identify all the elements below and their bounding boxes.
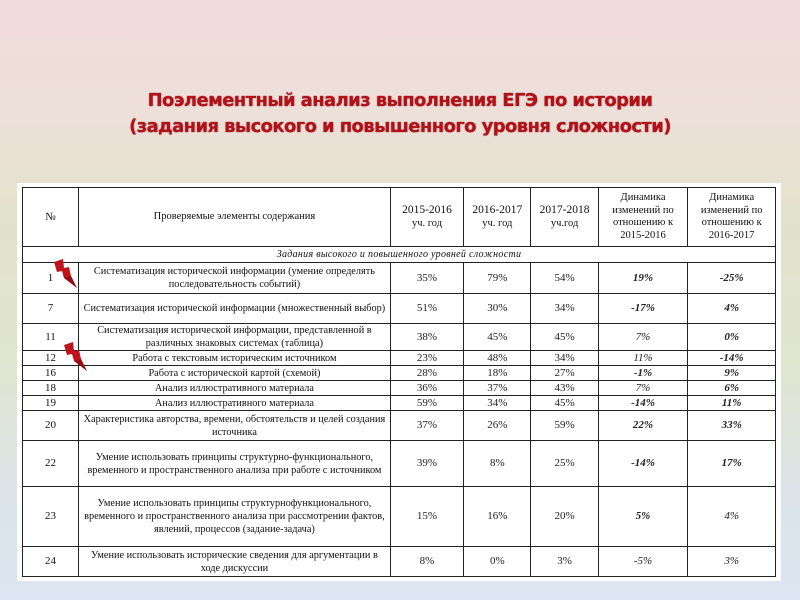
task-number: 12 <box>23 351 79 366</box>
slide-title-line-2: (задания высокого и повышенного уровня сложности) <box>129 116 671 137</box>
value-2015-2016: 23% <box>390 351 463 366</box>
value-2016-2017: 30% <box>464 294 531 324</box>
value-2016-2017: 34% <box>464 396 531 411</box>
dynamics-vs-2015-2016: -1% <box>598 366 688 381</box>
value-2017-2018: 34% <box>531 294 598 324</box>
dynamics-vs-2015-2016: -14% <box>598 441 688 487</box>
value-2015-2016: 59% <box>390 396 463 411</box>
dynamics-vs-2016-2017: 6% <box>688 381 776 396</box>
task-element: Работа с исторической картой (схемой) <box>79 366 391 381</box>
dynamics-vs-2016-2017: 4% <box>688 487 776 547</box>
value-2017-2018: 34% <box>531 351 598 366</box>
value-2016-2017: 16% <box>464 487 531 547</box>
header-2015-2016-line1: 2015-2016 <box>402 204 452 216</box>
header-2017-2018 <box>531 188 598 247</box>
table-row <box>23 381 776 396</box>
value-2015-2016: 28% <box>390 366 463 381</box>
table-row <box>23 441 776 487</box>
task-element: Характеристика авторства, времени, обстоятельств и целей создания источника <box>79 411 391 441</box>
value-2015-2016: 39% <box>390 441 463 487</box>
dynamics-vs-2015-2016: 7% <box>598 381 688 396</box>
task-element: Анализ иллюстративного материала <box>79 396 391 411</box>
lightning-bolt-icon <box>52 259 78 289</box>
task-element: Систематизация исторической информации (множественный выбор) <box>79 294 391 324</box>
header-2017-2018-line2: уч.год <box>550 218 579 229</box>
header-2015-2016 <box>390 188 463 247</box>
results-table-frame <box>17 183 781 581</box>
value-2016-2017: 0% <box>464 547 531 577</box>
dynamics-vs-2016-2017: 17% <box>688 441 776 487</box>
value-2015-2016: 36% <box>390 381 463 396</box>
table-row <box>23 396 776 411</box>
table-row <box>23 487 776 547</box>
header-num: № <box>23 188 79 247</box>
table-row <box>23 263 776 294</box>
task-element: Умение использовать принципы структурнофункционального, временного и пространственного анализа при рассмотрении фактов, явлений, процессов (задание-задача) <box>79 487 391 547</box>
task-number: 23 <box>23 487 79 547</box>
dynamics-vs-2016-2017: 3% <box>688 547 776 577</box>
slide-title-line-1: Поэлементный анализ выполнения ЕГЭ по истории <box>147 90 653 111</box>
task-element: Умение использовать исторические сведения для аргументации в ходе дискуссии <box>79 547 391 577</box>
task-number: 1 <box>23 263 79 294</box>
header-2017-2018-line1: 2017-2018 <box>539 204 590 216</box>
header-2016-2017 <box>464 188 531 247</box>
value-2017-2018: 59% <box>531 411 598 441</box>
value-2017-2018: 54% <box>531 263 598 294</box>
task-number: 11 <box>23 324 79 351</box>
dynamics-vs-2015-2016: -17% <box>598 294 688 324</box>
task-number: 18 <box>23 381 79 396</box>
dynamics-vs-2015-2016: 19% <box>598 263 688 294</box>
dynamics-vs-2016-2017: 11% <box>688 396 776 411</box>
dynamics-vs-2015-2016: 11% <box>598 351 688 366</box>
value-2017-2018: 45% <box>531 396 598 411</box>
header-2016-2017-line1: 2016-2017 <box>472 204 523 216</box>
task-number: 20 <box>23 411 79 441</box>
dynamics-vs-2016-2017: -25% <box>688 263 776 294</box>
section-row <box>23 247 776 263</box>
value-2015-2016: 15% <box>390 487 463 547</box>
results-table <box>22 187 776 577</box>
value-2016-2017: 79% <box>464 263 531 294</box>
header-element: Проверяемые элементы содержания <box>79 188 391 247</box>
task-number: 19 <box>23 396 79 411</box>
value-2016-2017: 18% <box>464 366 531 381</box>
value-2016-2017: 26% <box>464 411 531 441</box>
value-2017-2018: 3% <box>531 547 598 577</box>
header-dynamics-vs-2016-2017: Динамика изменений по отношению к 2016-2017 <box>688 188 776 247</box>
task-number: 16 <box>23 366 79 381</box>
task-number: 7 <box>23 294 79 324</box>
dynamics-vs-2016-2017: -14% <box>688 351 776 366</box>
table-row <box>23 351 776 366</box>
dynamics-vs-2015-2016: -5% <box>598 547 688 577</box>
task-element: Работа с текстовым историческим источником <box>79 351 391 366</box>
value-2017-2018: 45% <box>531 324 598 351</box>
value-2016-2017: 37% <box>464 381 531 396</box>
value-2017-2018: 43% <box>531 381 598 396</box>
value-2015-2016: 35% <box>390 263 463 294</box>
task-element: Систематизация исторической информации, представленной в различных знаковых системах (таблица) <box>79 324 391 351</box>
table-row <box>23 366 776 381</box>
header-2015-2016-line2: уч. год <box>411 218 443 229</box>
task-element: Систематизация исторической информации (умение определять последовательность событий) <box>79 263 391 294</box>
lightning-bolt-icon <box>62 342 88 372</box>
dynamics-vs-2016-2017: 9% <box>688 366 776 381</box>
value-2015-2016: 38% <box>390 324 463 351</box>
value-2015-2016: 51% <box>390 294 463 324</box>
dynamics-vs-2015-2016: 7% <box>598 324 688 351</box>
table-row <box>23 294 776 324</box>
value-2016-2017: 45% <box>464 324 531 351</box>
value-2017-2018: 25% <box>531 441 598 487</box>
task-element: Анализ иллюстративного материала <box>79 381 391 396</box>
header-dynamics-vs-2015-2016: Динамика изменений по отношению к 2015-2016 <box>598 188 688 247</box>
value-2017-2018: 27% <box>531 366 598 381</box>
value-2015-2016: 37% <box>390 411 463 441</box>
value-2016-2017: 48% <box>464 351 531 366</box>
dynamics-vs-2016-2017: 4% <box>688 294 776 324</box>
dynamics-vs-2015-2016: 22% <box>598 411 688 441</box>
table-row <box>23 547 776 577</box>
dynamics-vs-2016-2017: 33% <box>688 411 776 441</box>
dynamics-vs-2016-2017: 0% <box>688 324 776 351</box>
dynamics-vs-2015-2016: -14% <box>598 396 688 411</box>
task-number: 24 <box>23 547 79 577</box>
section-title: Задания высокого и повышенного уровней сложности <box>23 247 776 263</box>
header-row <box>23 188 776 247</box>
header-2016-2017-line2: уч. год <box>482 218 513 229</box>
table-row <box>23 411 776 441</box>
value-2015-2016: 8% <box>390 547 463 577</box>
value-2016-2017: 8% <box>464 441 531 487</box>
dynamics-vs-2015-2016: 5% <box>598 487 688 547</box>
slide-title <box>0 88 800 140</box>
value-2017-2018: 20% <box>531 487 598 547</box>
table-row <box>23 324 776 351</box>
task-element: Умение использовать принципы структурно-функционального, временного и пространственного анализа при работе с источником <box>79 441 391 487</box>
task-number: 22 <box>23 441 79 487</box>
